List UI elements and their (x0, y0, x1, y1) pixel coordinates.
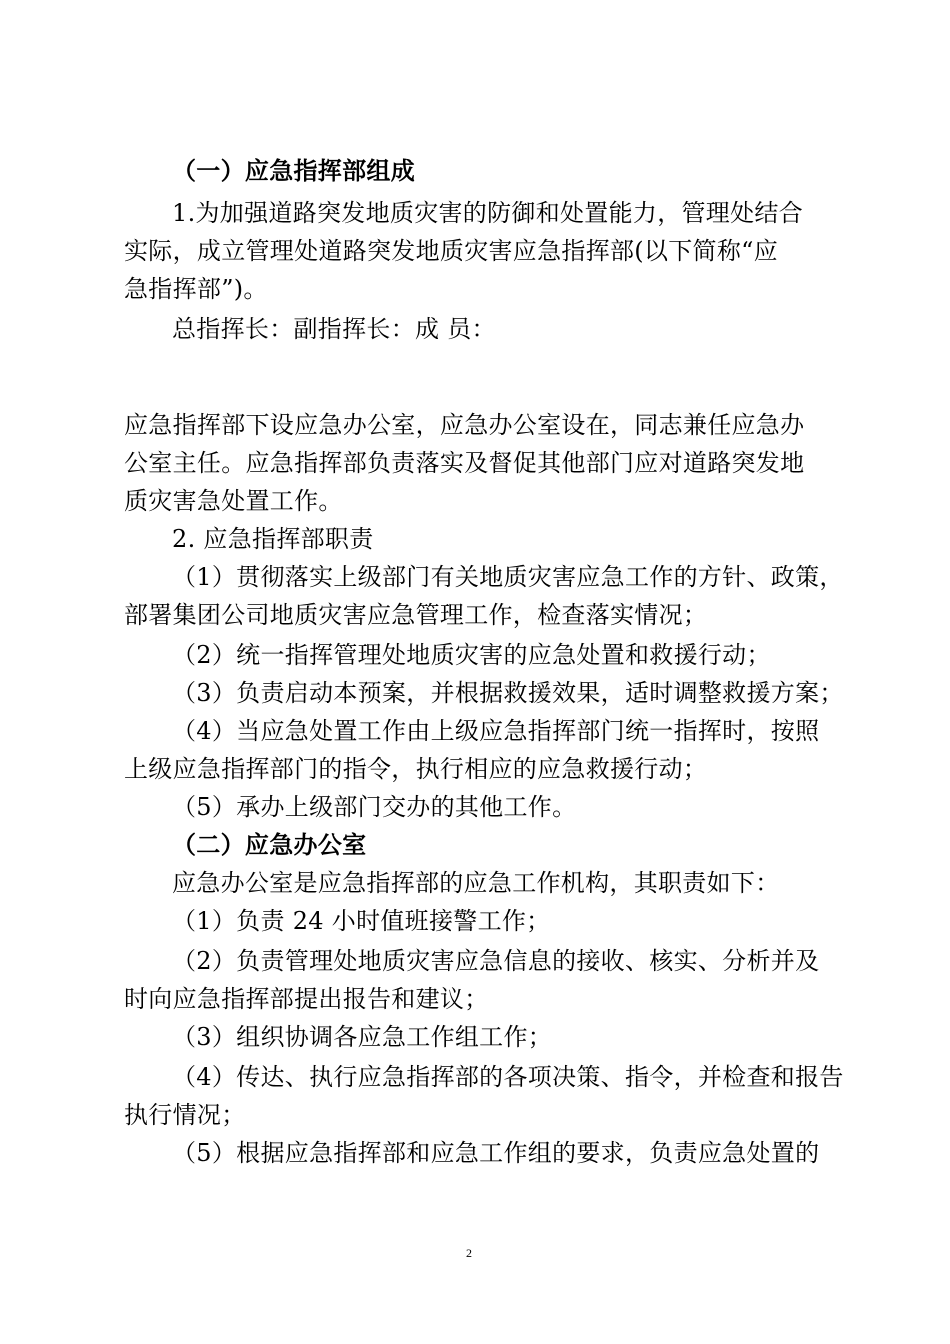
paragraph-line: 应急办公室是应急指挥部的应急工作机构，其职责如下： (172, 869, 780, 897)
page-number: 2 (466, 1246, 472, 1260)
paragraph-line: 1.为加强道路突发地质灾害的防御和处置能力，管理处结合 (172, 199, 803, 227)
subheading-duties: 2. 应急指挥部职责 (172, 525, 374, 553)
paragraph-line: 应急指挥部下设应急办公室，应急办公室设在，同志兼任应急办 (124, 411, 805, 439)
list-item: （1）负责 24 小时值班接警工作； (172, 907, 551, 935)
section-heading-office: （二）应急办公室 (172, 830, 367, 859)
paragraph-line: 急指挥部”)。 (124, 275, 268, 303)
list-item: （4）当应急处置工作由上级应急指挥部门统一指挥时，按照 (172, 717, 820, 745)
roles-line: 总指挥长：副指挥长：成 员： (172, 315, 496, 343)
list-item-continuation: 部署集团公司地质灾害应急管理工作，检查落实情况； (124, 601, 708, 629)
list-item: （1）贯彻落实上级部门有关地质灾害应急工作的方针、政策， (172, 563, 844, 591)
list-item: （2）统一指挥管理处地质灾害的应急处置和救援行动； (172, 641, 771, 669)
paragraph-line: 质灾害急处置工作。 (124, 487, 343, 515)
list-item: （2）负责管理处地质灾害应急信息的接收、核实、分析并及 (172, 947, 820, 975)
section-heading-command: （一）应急指挥部组成 (172, 156, 415, 185)
list-item-continuation: 时向应急指挥部提出报告和建议； (124, 985, 489, 1013)
list-item-continuation: 执行情况； (124, 1101, 246, 1129)
list-item: （5）根据应急指挥部和应急工作组的要求，负责应急处置的 (172, 1139, 820, 1167)
paragraph-line: 实际，成立管理处道路突发地质灾害应急指挥部(以下简称“应 (124, 237, 779, 265)
list-item: （4）传达、执行应急指挥部的各项决策、指令，并检查和报告 (172, 1063, 844, 1091)
list-item: （5）承办上级部门交办的其他工作。 (172, 793, 577, 821)
list-item: （3）负责启动本预案，并根据救援效果，适时调整救援方案； (172, 679, 844, 707)
list-item-continuation: 上级应急指挥部门的指令，执行相应的应急救援行动； (124, 755, 708, 783)
paragraph-line: 公室主任。应急指挥部负责落实及督促其他部门应对道路突发地 (124, 449, 805, 477)
list-item: （3）组织协调各应急工作组工作； (172, 1023, 553, 1051)
